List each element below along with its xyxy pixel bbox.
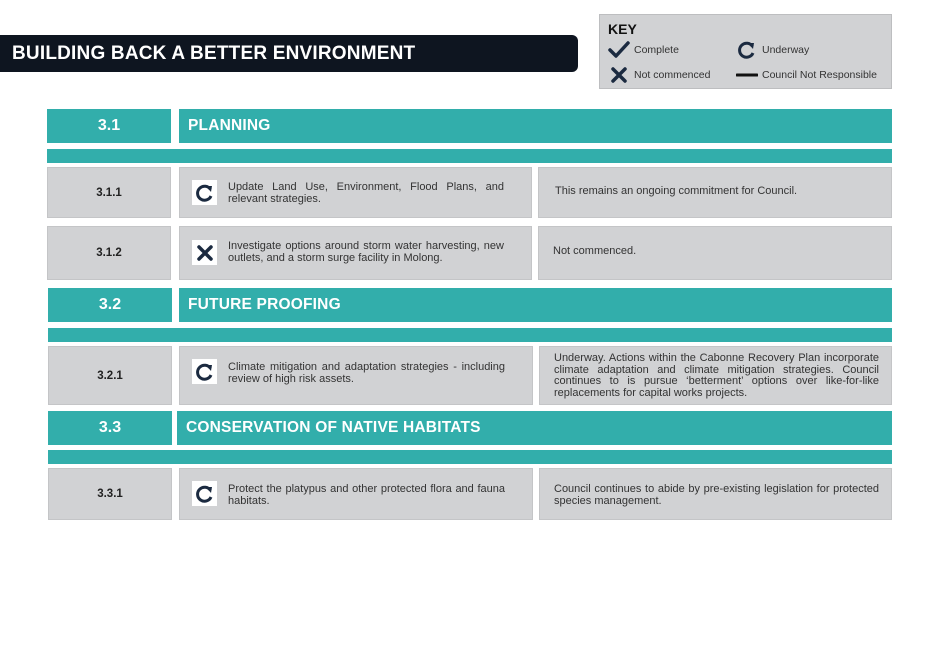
status-cell bbox=[539, 346, 892, 405]
action-text: Investigate options around storm water harvesting, new outlets, and a storm surge facility in Molong. bbox=[228, 240, 504, 264]
row-id: 3.1.2 bbox=[47, 226, 171, 280]
row-id: 3.2.1 bbox=[48, 346, 172, 405]
refresh-icon bbox=[192, 481, 217, 506]
key-item-not-commenced bbox=[608, 65, 710, 85]
status-cell bbox=[538, 226, 892, 280]
page-title: BUILDING BACK A BETTER ENVIRONMENT bbox=[0, 35, 578, 72]
status-key bbox=[599, 14, 892, 89]
section-title: PLANNING bbox=[179, 109, 892, 143]
section-number: 3.3 bbox=[48, 411, 172, 445]
action-cell bbox=[179, 167, 532, 218]
check-icon bbox=[608, 40, 630, 60]
refresh-icon bbox=[192, 359, 217, 384]
status-text: Not commenced. bbox=[553, 245, 637, 257]
key-item-underway bbox=[736, 40, 809, 60]
status-cell bbox=[538, 167, 892, 218]
action-text: Protect the platypus and other protected flora and fauna habitats. bbox=[228, 483, 505, 507]
cross-icon bbox=[192, 240, 217, 265]
cross-icon bbox=[608, 65, 630, 85]
status-text: Council continues to abide by pre-existing legislation for protected species management. bbox=[554, 483, 879, 507]
action-text: Climate mitigation and adaptation strategies - including review of high risk assets. bbox=[228, 361, 505, 385]
action-cell bbox=[179, 468, 533, 520]
key-title: KEY bbox=[608, 21, 637, 37]
key-item-complete bbox=[608, 40, 679, 60]
key-label-council-not-responsible: Council Not Responsible bbox=[762, 69, 877, 81]
dash-icon bbox=[736, 65, 758, 85]
action-cell bbox=[179, 226, 532, 280]
status-text: This remains an ongoing commitment for Council. bbox=[555, 185, 798, 197]
row-id: 3.1.1 bbox=[47, 167, 171, 218]
status-cell bbox=[539, 468, 892, 520]
section-number: 3.2 bbox=[48, 288, 172, 322]
section-divider bbox=[48, 450, 892, 464]
row-id: 3.3.1 bbox=[48, 468, 172, 520]
refresh-icon bbox=[192, 180, 217, 205]
key-label-complete: Complete bbox=[634, 44, 679, 56]
section-title: CONSERVATION OF NATIVE HABITATS bbox=[177, 411, 892, 445]
status-text: Underway. Actions within the Cabonne Recovery Plan incorporate climate adaptation and climate mitigation strategies. Council continues to is pursue ‘betterment’ options over like-for-like replacements for capital works projects. bbox=[554, 352, 879, 399]
section-divider bbox=[48, 328, 892, 342]
action-cell bbox=[179, 346, 533, 405]
section-number: 3.1 bbox=[47, 109, 171, 143]
section-title: FUTURE PROOFING bbox=[179, 288, 892, 322]
key-label-underway: Underway bbox=[762, 44, 810, 56]
refresh-icon bbox=[736, 40, 758, 60]
section-divider bbox=[47, 149, 892, 163]
key-item-council-not-responsible bbox=[736, 65, 877, 85]
key-label-not-commenced: Not commenced bbox=[634, 69, 711, 81]
action-text: Update Land Use, Environment, Flood Plans, and relevant strategies. bbox=[228, 181, 504, 205]
